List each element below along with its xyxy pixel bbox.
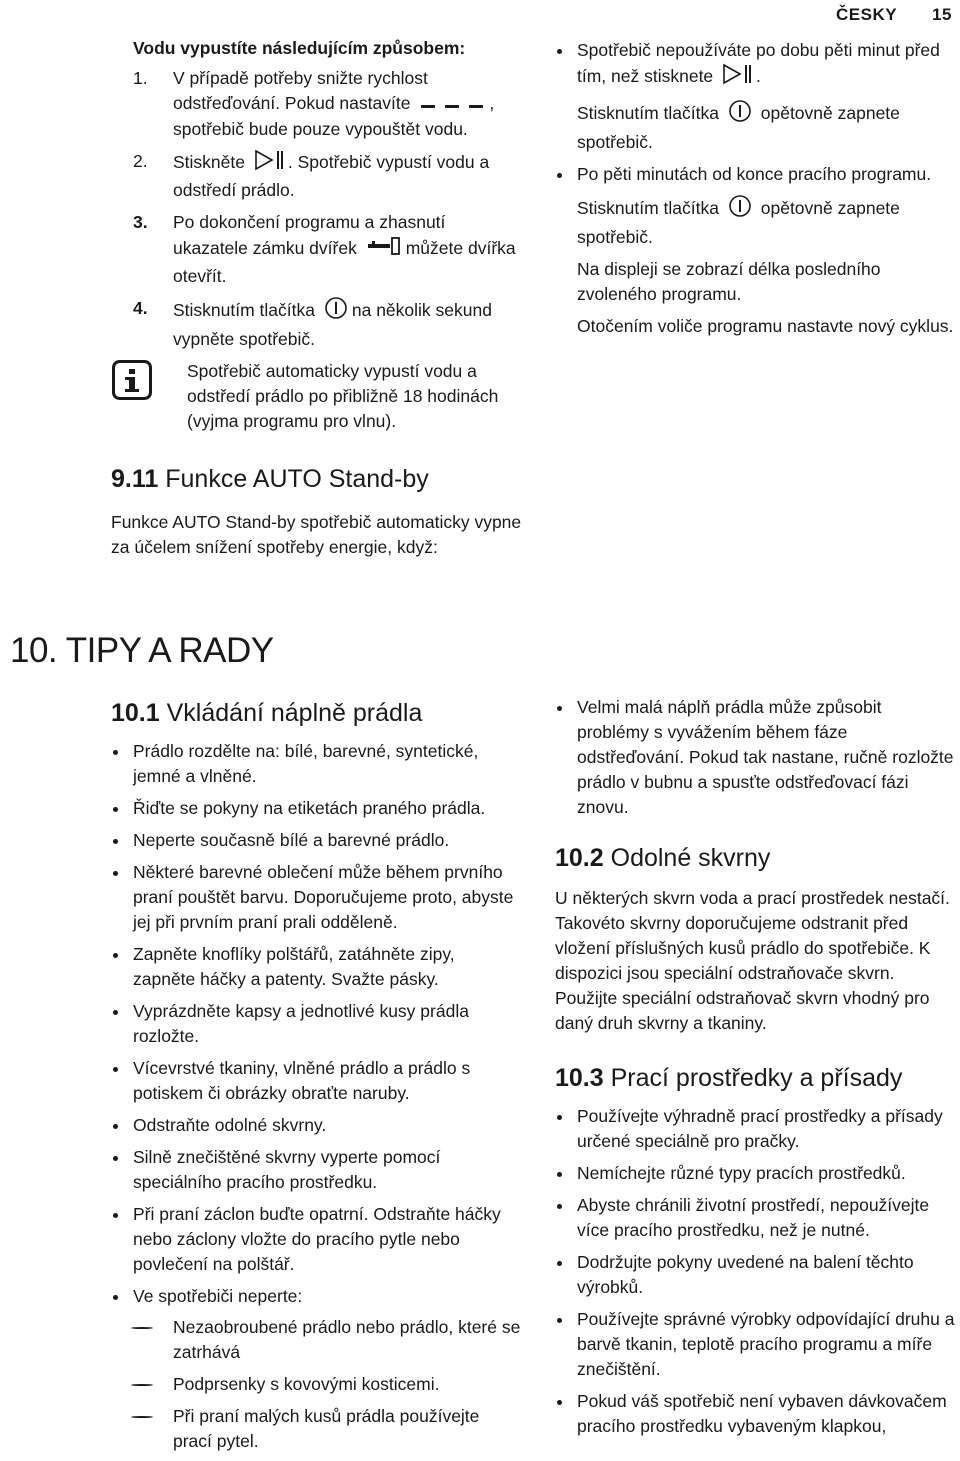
section-10-1: [111, 697, 521, 1461]
step-number: 2.: [133, 150, 148, 171]
list-item: Zapněte knoflíky polštářů, zatáhněte zipy, zapněte háčky a patenty. Svažte pásky.: [111, 942, 521, 992]
step-number: 1.: [133, 68, 148, 88]
right-bottom-column: [555, 695, 955, 1446]
note-text: Stisknutím tlačítka: [577, 198, 719, 219]
chapter-10-heading: [10, 631, 274, 671]
section-10-1-heading: [111, 697, 521, 729]
page-number: 15: [932, 5, 952, 24]
stains-para-2: Takovéto skvrny doporučujeme odstranit před vložení příslušných kusů prádlo do spotřebiče. K dispozici jsou speciální odstraňovače skvrn. Použijte speciální odstraňovač skvrn vhodný pro daný druh skvrny a tkaniny.: [555, 913, 931, 1033]
section-number: 10.2: [555, 844, 604, 872]
step-4: [133, 296, 518, 352]
list-item-text: Ve spotřebiči neperte:: [133, 1286, 303, 1306]
start-pause-icon: [254, 149, 284, 178]
section-9-11-heading: [111, 463, 429, 495]
list-item: Při praní záclon buďte opatrní. Odstraňte háčky nebo záclony vložte do pracího pytle nebo povlečení na polštář.: [111, 1202, 521, 1277]
power-button-icon: [324, 296, 348, 327]
power-button-icon: [728, 99, 752, 130]
list-item: Řiďte se pokyny na etiketách praného prádla.: [111, 796, 521, 821]
step-1: [133, 66, 518, 142]
chapter-title: TIPY A RADY: [65, 631, 274, 670]
step-text: Stisknutím tlačítka: [173, 300, 315, 320]
condition-1-note: [555, 99, 955, 155]
section-10-2-heading: [555, 842, 955, 874]
list-item: Používejte výhradně prací prostředky a přísady určené speciálně pro pračky.: [555, 1104, 955, 1154]
section-number: 9.11: [111, 465, 159, 493]
list-item: Neperte současně bílé a barevné prádlo.: [111, 828, 521, 853]
do-not-wash-list: [131, 1315, 521, 1454]
condition-text-end: .: [756, 66, 761, 87]
note-text: Stisknutím tlačítka: [577, 103, 719, 124]
step-3: [133, 210, 518, 289]
section-number: 10.1: [111, 699, 160, 727]
drain-instructions: [133, 36, 518, 359]
step-2: [133, 149, 518, 203]
step-text-end: můžete dvířka otevřít.: [173, 238, 516, 286]
note-text-end: opětovně zapnete spotřebič.: [577, 103, 900, 152]
condition-2-note-1: [555, 194, 955, 250]
section-title: Prací prostředky a přísady: [610, 1064, 903, 1092]
step-number: 4.: [133, 297, 148, 318]
auto-standby-conditions: [555, 38, 955, 346]
info-icon: [112, 360, 152, 400]
condition-2-note-2: Na displeji se zobrazí délka posledního zvoleného programu.: [577, 259, 881, 304]
small-load-note: Velmi malá náplň prádla může způsobit problémy s vyvážením během fáze odstřeďování. Pokud tak nastane, ručně rozložte prádlo v bubnu a spusťte odstřeďovací fázi znovu.: [555, 695, 955, 820]
list-item: Silně znečištěné skvrny vyperte pomocí speciálního pracího prostředku.: [111, 1145, 521, 1195]
section-title: Funkce AUTO Stand-by: [165, 465, 429, 493]
section-title: Odolné skvrny: [610, 844, 771, 872]
start-pause-icon: [722, 63, 752, 92]
drain-steps: [133, 66, 518, 352]
note-text-end: opětovně zapnete spotřebič.: [577, 198, 900, 247]
step-text-end: na několik sekund vypněte spotřebič.: [173, 300, 492, 349]
drain-only-dashes-icon: [419, 92, 485, 117]
step-text-end: . Spotřebič vypustí vodu a odstředí prádlo.: [173, 152, 490, 200]
list-item: Vícevrstvé tkaniny, vlněné prádlo a prádlo s potiskem či obrázky obraťte naruby.: [111, 1056, 521, 1106]
list-item: Odstraňte odolné skvrny.: [111, 1113, 521, 1138]
section-number: 10.3: [555, 1064, 604, 1092]
condition-2: Po pěti minutách od konce pracího programu.: [555, 162, 955, 187]
list-item: Prádlo rozdělte na: bílé, barevné, syntetické, jemné a vlněné.: [111, 739, 521, 789]
list-item: Některé barevné oblečení může během prvního praní pouštět barvu. Doporučujeme proto, abyste jej při prvním praní prali odděleně.: [111, 860, 521, 935]
section-10-3-heading: [555, 1062, 955, 1094]
list-item: Nemíchejte různé typy pracích prostředků.: [555, 1161, 955, 1186]
dash-item: Při praní malých kusů prádla používejte prací pytel.: [131, 1404, 521, 1454]
list-item: Pokud váš spotřebič není vybaven dávkovačem pracího prostředku vybaveným klapkou,: [555, 1389, 955, 1439]
dash-item: Nezaobroubené prádlo nebo prádlo, které se zatrhává: [131, 1315, 521, 1365]
section-9-11-body: Funkce AUTO Stand-by spotřebič automaticky vypne za účelem snížení spotřeby energie, když:: [111, 512, 522, 557]
condition-1: [555, 38, 955, 92]
section-title: Vkládání náplně prádla: [166, 699, 423, 727]
detergent-tips-list: [555, 1104, 955, 1439]
list-item: [111, 1284, 521, 1454]
door-lock-icon: [366, 235, 402, 264]
step-text: Stiskněte: [173, 152, 245, 172]
step-text: V případě potřeby snižte rychlost odstřeďování. Pokud nastavíte: [173, 68, 428, 113]
loading-tips-list: [111, 739, 521, 1454]
info-note: Spotřebič automaticky vypustí vodu a odstředí prádlo po přibližně 18 hodinách (vyjma programu pro vlnu).: [187, 361, 499, 431]
step-text: Po dokončení programu a zhasnutí ukazatele zámku dvířek: [173, 211, 446, 258]
drain-intro: Vodu vypustíte následujícím způsobem:: [133, 38, 466, 58]
power-button-icon: [728, 194, 752, 225]
dash-item: Podprsenky s kovovými kosticemi.: [131, 1372, 521, 1397]
condition-2-note-3: Otočením voliče programu nastavte nový cyklus.: [577, 316, 954, 336]
step-number: 3.: [133, 211, 148, 232]
list-item: Dodržujte pokyny uvedené na balení těchto výrobků.: [555, 1250, 955, 1300]
stains-para-1: U některých skvrn voda a prací prostředek nestačí.: [555, 888, 950, 908]
chapter-number: 10.: [10, 631, 58, 670]
language-label: ČESKY: [836, 5, 898, 24]
list-item: Používejte správné výrobky odpovídající druhu a barvě tkanin, teplotě pracího programu a míře znečištění.: [555, 1307, 955, 1382]
step-text-end: , spotřebič bude pouze vypouštět vodu.: [173, 93, 495, 139]
list-item: Vyprázdněte kapsy a jednotlivé kusy prádla rozložte.: [111, 999, 521, 1049]
condition-text: Spotřebič nepoužíváte po dobu pěti minut před tím, než stisknete: [577, 40, 940, 87]
list-item: Abyste chránili životní prostředí, nepoužívejte více pracího prostředku, než je nutné.: [555, 1193, 955, 1243]
